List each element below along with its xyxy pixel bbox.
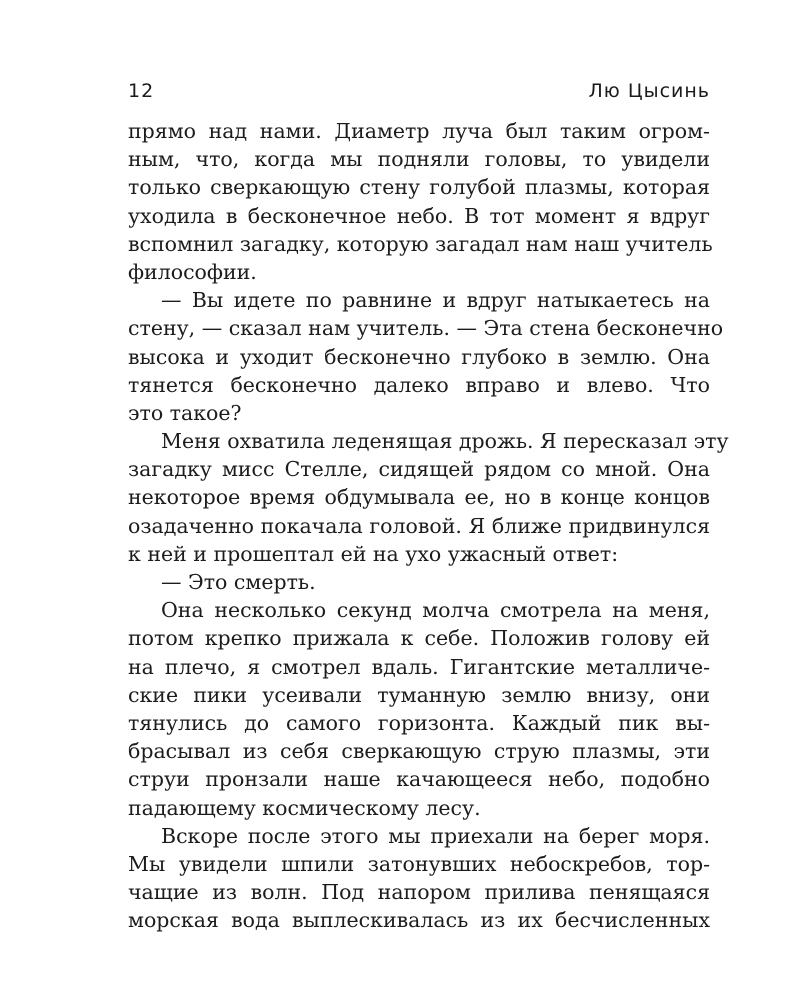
text-line: Меня охватила леденящая дрожь. Я пересказал эту [161, 429, 729, 454]
text-line: струи пронзали наше качающееся небо, подобно [128, 767, 710, 792]
text-line: Вскоре после этого мы приехали на берег моря. [161, 823, 710, 848]
running-head-author: Лю Цысинь [588, 80, 710, 102]
text-line: — Вы идете по равнине и вдруг натыкаетесь на [161, 288, 710, 313]
text-line: прямо над нами. Диаметр луча был таким огром- [128, 119, 710, 143]
text-line: — Это смерть. [161, 570, 316, 594]
text-line: Она несколько секунд молча смотрела на меня, [161, 598, 710, 623]
text-line: тянется бесконечно далеко вправо и влево. Что [128, 372, 710, 397]
text-line: уходила в бесконечное небо. В тот момент я вдруг [128, 203, 710, 228]
text-line: на плечо, я смотрел вдаль. Гигантские металличе- [128, 654, 710, 679]
text-line: стену, — сказал нам учитель. — Эта стена бесконечно [128, 316, 724, 341]
text-line: ным, что, когда мы подняли головы, то увидели [128, 147, 710, 172]
text-line: некоторое время обдумывала ее, но в конце концов [128, 485, 710, 510]
text-line: морская вода выплескивалась из их бесчисленных [128, 908, 710, 933]
text-line: брасывал из себя сверкающую струю плазмы, эти [128, 739, 710, 764]
text-line: высока и уходит бесконечно глубоко в землю. Она [128, 344, 710, 369]
text-line: озадаченно покачала головой. Я ближе придвинулся [128, 513, 710, 538]
page-number: 12 [128, 80, 155, 102]
text-line: потом крепко прижала к себе. Положив голову ей [128, 626, 710, 651]
text-line: к ней и прошептал ей на ухо ужасный ответ: [128, 541, 619, 566]
text-line: тянулись до самого горизонта. Каждый пик вы- [128, 710, 710, 735]
text-line: загадку мисс Стелле, сидящей рядом со мной. Она [128, 457, 710, 482]
text-line: вспомнил загадку, которую загадал нам наш учитель [128, 231, 713, 256]
text-line: философии. [128, 259, 257, 284]
text-line: чащие из волн. Под напором прилива пенящаяся [128, 880, 710, 905]
text-line: только сверкающую стену голубой плазмы, которая [128, 175, 710, 200]
text-line: Мы увидели шпили затонувших небоскребов, тор- [128, 851, 710, 876]
text-line: падающему космическому лесу. [128, 795, 481, 820]
page-header [128, 80, 710, 108]
body-text [128, 117, 729, 934]
text-line: ские пики усеивали туманную землю внизу, они [128, 682, 710, 707]
text-line: это такое? [128, 400, 242, 425]
